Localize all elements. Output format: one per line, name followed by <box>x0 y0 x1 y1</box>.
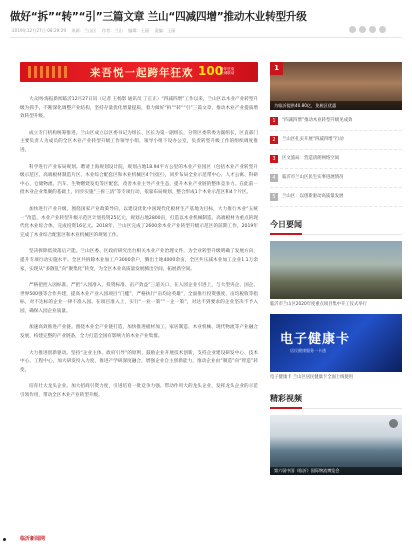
news-card-caption[interactable]: 电子健康卡 兰山区居民健康卡全面上线使用 <box>270 375 354 380</box>
list-item[interactable] <box>270 150 402 169</box>
list-item-text: 临沂市兰山区民生实事进展情况 <box>282 175 344 180</box>
article-paragraph: 成立专门机构统筹推进。兰山区成立以区委书记为组长、区长为第一副组长，分管区委常委为副组长，区直部门主要负责人为成员的全区木业产业转型升级工作领导小组，领导小组下设办公室，负责转型升级工作的组织调度推进。 <box>20 130 258 153</box>
health-card-title: 电子健康卡 <box>280 332 351 347</box>
share-qzone-icon[interactable] <box>369 26 376 33</box>
ad-banner[interactable] <box>20 62 258 82</box>
banner-subtext: 跨年狂欢 全城联动 <box>220 67 235 76</box>
hot-news-list <box>270 112 402 207</box>
banner-text: 来吾悦一起跨年狂欢 <box>90 67 194 79</box>
list-item-text: 兰山区：以创新驱动高质量发展 <box>282 194 344 199</box>
share-wechat-icon[interactable] <box>359 26 366 33</box>
play-icon[interactable] <box>389 419 398 428</box>
hero-badge: 1 <box>270 62 283 75</box>
article-paragraph: 严格把控入园标准。严把“入园准入、投资标准、亩产效益”三道关口，在入园企业引进上，与大型央企、国企、世界500强等合作共建，提高木业产业入园项目“门槛”，严格执行“亩均论英雄”，全面推行投资强度、亩均税收等指标，对不达标的企业一律不准入园。在项目准入上，实行“一业一策”“一企一策”，对达不到要求的企业坚决不予入园，确保入园企业质量。 <box>20 283 258 314</box>
article-body <box>20 96 258 409</box>
hero-caption: 为临沂提供40.80亿，免税区优惠 <box>270 101 402 110</box>
article-source: 来源：兰山区 <box>71 28 97 33</box>
list-item-text: “四减四增”推动木业转型升级见成效 <box>282 118 353 123</box>
rank-number: 4 <box>270 174 278 182</box>
site-logo[interactable]: 临沂新闻网 <box>20 536 46 542</box>
article-paragraph: 加快进行产业升级。围绕国家产业政策导向，以建设优化中国现代化板材生产基地为目标，大力推行木业“五统一”改造，木业产业转型升级示范区计划投资25亿元，规划占地2800亩，打造以木业机械制造、高端板材为重点的现代化木业综合体，完成投资16亿元。2018年，兰山区完成了2600余木业产业转型升级示范区的前期工作，2019年完成了木业综合配套区和木业机械区的规划工作。 <box>20 206 258 238</box>
share-more-icon[interactable] <box>379 26 386 33</box>
banner-decoration <box>28 66 68 78</box>
list-item[interactable] <box>270 169 402 188</box>
video-heading: 精彩视频 <box>270 393 302 409</box>
article-paragraph: 大众网·海报新闻临沂12月27日讯（记者 王杨影 通讯员 丁正正）“四减四增”工作以来，兰山区以木业产业转型升级为抓手，不断深化调整产业结构，坚持存量优化增量提质，着力做好“拆”“转”“引”三篇文章，推动木业产业提质增效转型升级。 <box>20 97 259 120</box>
article-paragraph: 坚决拆除低效落后产能。兰山区委、区政府研究出台相关木业产业治理文件，为全业转型升级明确了发展方向，提升专项行动实施水平。全区共拆除木业加工户3000余户，腾出土地4000余亩，全区共压减木业加工企业1.1万余家，实现从“多散乱”向“聚集化”转变，为全区木业高质量发展腾出空间，拓展新空间。 <box>20 249 258 272</box>
news-card[interactable] <box>270 241 402 308</box>
article-author: 作者：兰山 <box>101 28 123 33</box>
title-divider <box>10 37 402 38</box>
rank-number: 3 <box>270 155 278 163</box>
news-card-caption[interactable]: 临沂市兰山区2020年度重点项目集中开工仪式举行 <box>270 302 367 307</box>
list-item-text: 兰山区扎实开展“四减四增”行动 <box>282 137 344 142</box>
article-reviewer: 责编：王丽 <box>154 28 176 33</box>
video-caption: 第六届中国（临沂）国际物流博览会 <box>270 467 402 475</box>
video-thumbnail[interactable] <box>270 415 402 475</box>
rank-number: 2 <box>270 136 278 144</box>
today-news-heading: 今日要闻 <box>270 219 302 235</box>
publish-time: 2019年12月27日 08:29:29 <box>12 28 67 33</box>
article-meta <box>12 28 179 34</box>
sidebar <box>270 62 402 475</box>
list-item-text: 区文旅局：营造清朗网络空间 <box>282 156 340 161</box>
health-card-subtitle: 居民健康服务一卡通 <box>290 348 326 353</box>
banner-number: 100 <box>198 64 224 78</box>
health-card-image[interactable] <box>270 314 402 372</box>
news-image[interactable] <box>270 241 402 299</box>
list-item[interactable] <box>270 188 402 207</box>
article-paragraph: 加速高效推进产业链。围绕木业全产业链打造，加快推进板材加工、家居制造、木业机械、现代物流等产业融合发展，构建完整的产业链条，全力打造全国有影响力的木业产业集群。 <box>20 325 258 340</box>
rank-number: 1 <box>270 117 278 125</box>
list-item[interactable] <box>270 131 402 150</box>
list-item[interactable] <box>270 112 402 131</box>
news-card[interactable] <box>270 314 402 381</box>
article-paragraph: 科学进行产业布局规划。聘请上海规划设计院，规划占地18.94平方公里的木业产业园区（包括木业产业转型升级示范区、高端板材制造片区、木业综合配套区和木业机械区4个园区），同步布局全业示范带中心、人才公寓、科研中心、仓储物流、汽车、生物燃烧发电等区配套，改善木业主导产业生态，提升木业产业链的整体竞争力。在此前一批木业企业集聚的基础上，同步实施“三拆三清”等专项行动，依靠布局规划，整合形成1个木业示范区和4个片区。 <box>20 164 258 196</box>
share-weibo-icon[interactable] <box>349 26 356 33</box>
article-editor: 编辑：王丽 <box>128 28 150 33</box>
sidebar-hero-image[interactable] <box>270 62 402 110</box>
page-indicator-dot <box>3 538 6 541</box>
article-paragraph: 大力推进创新驱动。坚持“企业主体、政府引导”的原则，鼓励企业开展技术创新，支持企业建设研发中心、技术中心、工程中心，加大研发投入力度，推进产学研深度融合，增强企业自主创新能力，推动企业由“制造”向“智造”转变。 <box>20 350 258 373</box>
share-bar <box>349 26 386 33</box>
article-paragraph: 培育壮大龙头企业。加大招商引资力度，引进培育一批竞争力强、带动作用大的龙头企业，发挥龙头企业的示范引领作用，带动全区木业产业转型升级。 <box>20 384 258 399</box>
article-title: 做好“拆”“转”“引”三篇文章 兰山“四减四增”推动木业转型升级 <box>10 11 307 23</box>
rank-number: 5 <box>270 193 278 201</box>
